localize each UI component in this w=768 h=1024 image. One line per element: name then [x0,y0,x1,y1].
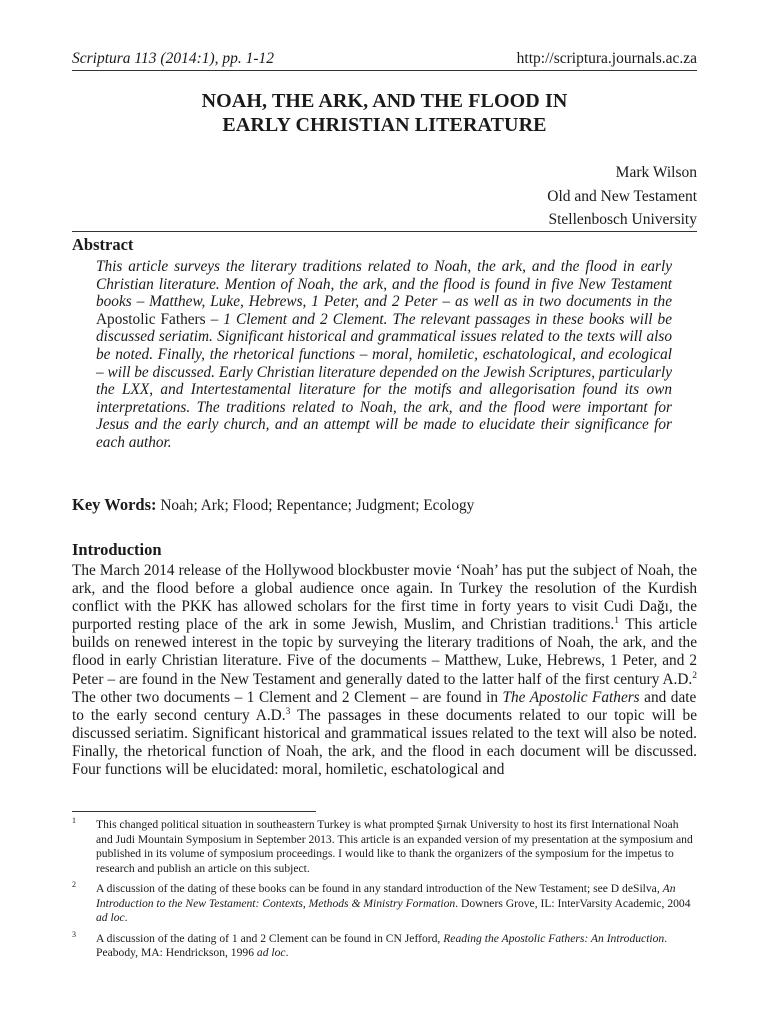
title-line-2: EARLY CHRISTIAN LITERATURE [222,114,547,136]
abstract-part-1: This article surveys the literary traditions related to Noah, the ark, and the flood in early Christian literature. Mention of Noah, the ark, and the flood is found in five New Testament books – Matthew, Luke, Hebrews, 1 Peter, and 2 Peter – as well as in two documents in the [96,258,672,311]
fn2-text-c: . [124,911,128,924]
footnote-text: This changed political situation in southeastern Turkey is what prompted Şırnak University to host its first International Noah and Judi Mountain Symposium in September 2013. This article is an expanded version of my presentation at the symposium and published in its volume of symposium proceedings. I would like to thank the organizers of the symposium for the impetus to research and publish an article on this subject. [96,818,693,875]
title-line-1: NOAH, THE ARK, AND THE FLOOD IN [201,90,568,112]
keywords-label: Key Words: [72,495,157,514]
fn2-text-a: A discussion of the dating of these books can be found in any standard introduction of the New Testament; see D deSilva, [96,882,663,895]
footnote-ref-2[interactable]: 2 [692,670,697,681]
author-department: Old and New Testament [547,187,697,205]
fn2-text-b: . Downers Grove, IL: InterVarsity Academic, 2004 [455,896,691,910]
header-rule [72,70,697,71]
abstract-heading: Abstract [72,235,134,254]
footnote-ref-1[interactable]: 1 [614,616,620,627]
footnote-number: 3 [72,929,76,939]
footnote-text [96,932,667,960]
footnote-ref-3[interactable]: 3 [285,706,291,717]
intro-text-5: The passages in these documents related to our topic will be discussed seriatim. Significant historical and grammatical issues related to the text will also be noted. Finally, the rhetorical function of Noah, the ark, and the flood in each document will be discussed. Four functions will be elucidated: moral, homiletic, eschatological and [72,706,697,779]
footnote-rule [72,811,316,812]
abstract-part-2: – 1 Clement and 2 Clement. The relevant passages in these books will be discussed seriatim. Significant historical and grammatical issues related to the texts will also be noted. Finally, the rhetorical functions – moral, homiletic, eschatological, and ecological – will be discussed. Early Christian literature depended on the Jewish Scriptures, particularly the LXX, and Intertestamental literature for the motifs and allegorisation found its own interpretations. The traditions related to Noah, the ark, and the flood were important for Jesus and the early church, and an attempt will be made to elucidate their significance for each author. [96,310,672,451]
abstract-text [96,258,672,452]
fn3-text-a: A discussion of the dating of 1 and 2 Clement can be found in CN Jefford, [96,931,444,945]
article-title [72,89,697,137]
author-block [380,161,697,232]
journal-citation: Scriptura 113 (2014:1), pp. 1-12 [72,50,275,67]
fn3-text-c: . [285,946,289,959]
journal-url: http://scriptura.journals.ac.za [516,50,697,67]
author-rule [72,231,697,232]
keywords [72,495,697,516]
keywords-list: Noah; Ark; Flood; Repentance; Judgment; Ecology [156,497,475,514]
running-header [72,50,697,68]
intro-text-1: The March 2014 release of the Hollywood blockbuster movie ‘Noah’ has put the subject of Noah, the ark, and the flood before a global audience once again. In Turkey the resolution of the Kurdish conflict with the PKK has allowed scholars for the first time in forty years to visit Cudi Dağı, the purported resting place of the ark in some Jewish, Muslim, and Christian traditions. [72,562,697,634]
footnote-2 [72,882,697,926]
fn2-book-title: An Introduction to the New Testament: Contexts, Methods & Ministry Formation [96,882,676,910]
introduction-heading: Introduction [72,540,162,559]
fn3-text-b: . Peabody, MA: Hendrickson, 1996 [96,931,668,959]
fn3-ad-loc: ad loc [256,946,286,959]
footnote-number: 1 [72,816,76,825]
footnote-1 [72,818,697,876]
author-institution: Stellenbosch University [548,211,697,228]
introduction-paragraph [72,562,697,779]
footnotes [72,818,697,967]
footnote-text [96,882,691,924]
intro-text-2: This article builds on renewed interest in the topic by surveying the literary traditions of Noah, the ark, and the flood in early Christian literature. Five of the documents – Matthew, Luke, Hebrews, 1 Peter, and 2 Peter – are found in the New Testament and generally dated to the latter half of the first century A.D. [72,616,697,688]
intro-text-3: The other two documents – 1 Clement and 2 Clement – are found in [72,688,503,706]
abstract-upright: Apostolic Fathers [96,310,206,328]
fn2-ad-loc: ad loc [96,911,125,924]
footnote-number: 2 [72,880,76,889]
footnote-3 [72,929,697,961]
intro-text-4: and date to the early second century A.D. [72,688,697,724]
author-name: Mark Wilson [615,164,697,181]
intro-book-title: The Apostolic Fathers [502,688,640,706]
fn3-book-title: Reading the Apostolic Fathers: An Introduction [443,931,665,945]
